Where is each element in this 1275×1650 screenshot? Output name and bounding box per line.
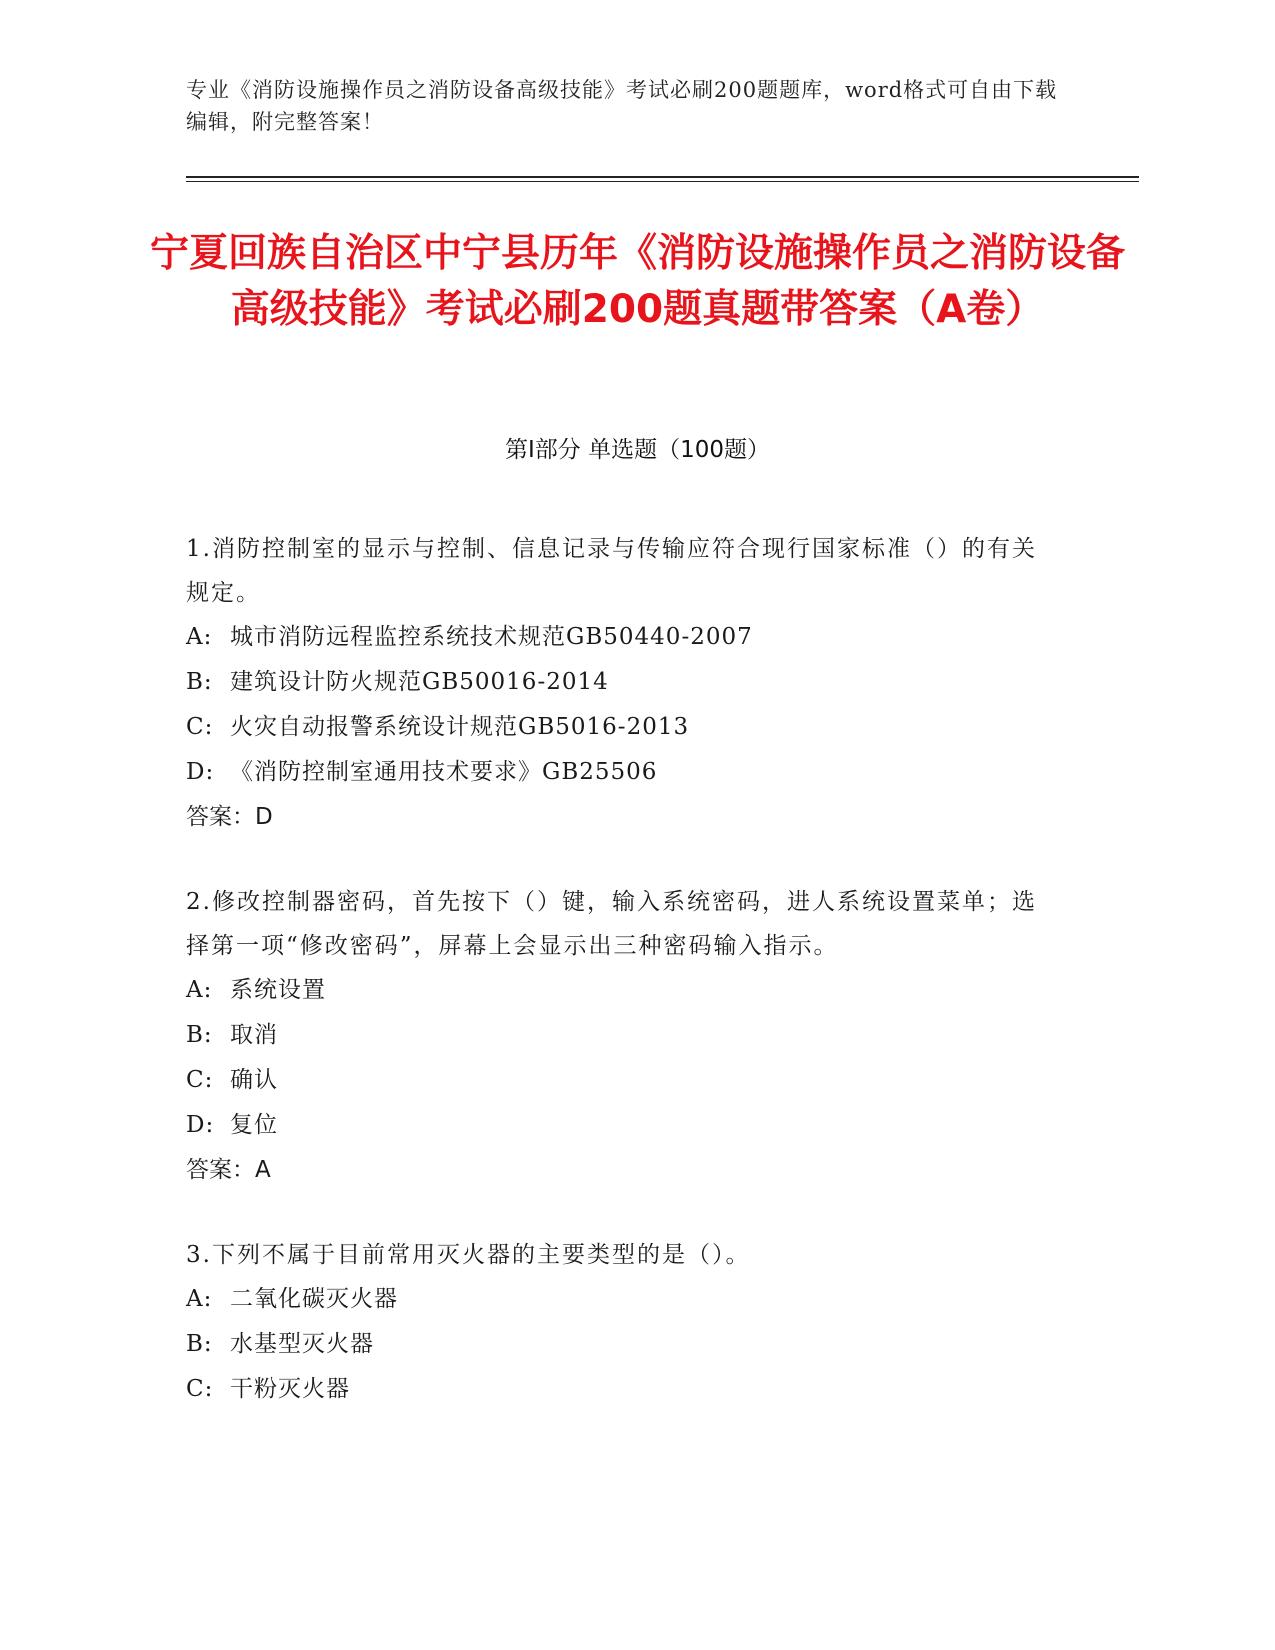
option-c	[186, 1058, 1056, 1103]
question-stem: 3.下列不属于目前常用灭火器的主要类型的是（）。	[186, 1242, 751, 1268]
question-item	[186, 880, 1056, 1193]
question-stem: 1.消防控制室的显示与控制、信息记录与传输应符合现行国家标准（）的有关规定。	[186, 536, 1037, 606]
option-d	[186, 1103, 1056, 1148]
header-note: 专业《消防设施操作员之消防设备高级技能》考试必刷200题题库，word格式可自由下载编辑，附完整答案！	[186, 78, 1058, 134]
question-item	[186, 1233, 1056, 1412]
option-label: C:	[186, 1376, 214, 1402]
question-stem: 2.修改控制器密码，首先按下（）键，输入系统密码，进人系统设置菜单；选择第一项“修改密码”，屏幕上会显示出三种密码输入指示。	[186, 889, 1037, 959]
option-a	[186, 1277, 1056, 1322]
option-label: A:	[186, 624, 213, 650]
option-label: D:	[186, 1112, 215, 1138]
option-label: C:	[186, 714, 214, 740]
option-d	[186, 750, 1056, 795]
option-c	[186, 705, 1056, 750]
answer-line: 答案：D	[186, 804, 273, 830]
option-text: 取消	[230, 1022, 278, 1048]
option-b	[186, 660, 1056, 705]
option-text: 建筑设计防火规范GB50016-2014	[230, 669, 609, 695]
option-a	[186, 615, 1056, 660]
option-b	[186, 1322, 1056, 1367]
option-text: 确认	[230, 1067, 278, 1093]
option-label: B:	[186, 1022, 213, 1048]
option-b	[186, 1013, 1056, 1058]
option-text: 二氧化碳灭火器	[230, 1286, 398, 1312]
option-text: 城市消防远程监控系统技术规范GB50440-2007	[230, 624, 753, 650]
header-divider-thin	[186, 181, 1139, 182]
option-text: 系统设置	[230, 977, 326, 1003]
option-label: B:	[186, 1331, 213, 1357]
header-divider-thick	[186, 176, 1139, 178]
option-label: B:	[186, 669, 213, 695]
option-text: 复位	[230, 1112, 278, 1138]
option-label: A:	[186, 977, 213, 1003]
answer-line: 答案：A	[186, 1157, 271, 1183]
question-list	[186, 527, 1056, 1452]
option-text: 干粉灭火器	[230, 1376, 350, 1402]
option-text: 《消防控制室通用技术要求》GB25506	[230, 759, 658, 785]
question-item	[186, 527, 1056, 840]
option-text: 水基型灭火器	[230, 1331, 374, 1357]
option-label: D:	[186, 759, 215, 785]
option-label: A:	[186, 1286, 213, 1312]
option-a	[186, 968, 1056, 1013]
section-heading: 第I部分 单选题（100题）	[505, 437, 770, 463]
option-text: 火灾自动报警系统设计规范GB5016-2013	[230, 714, 690, 740]
option-label: C:	[186, 1067, 214, 1093]
option-c	[186, 1367, 1056, 1412]
document-title: 宁夏回族自治区中宁县历年《消防设施操作员之消防设备高级技能》考试必刷200题真题带答案（A卷）	[150, 231, 1126, 332]
